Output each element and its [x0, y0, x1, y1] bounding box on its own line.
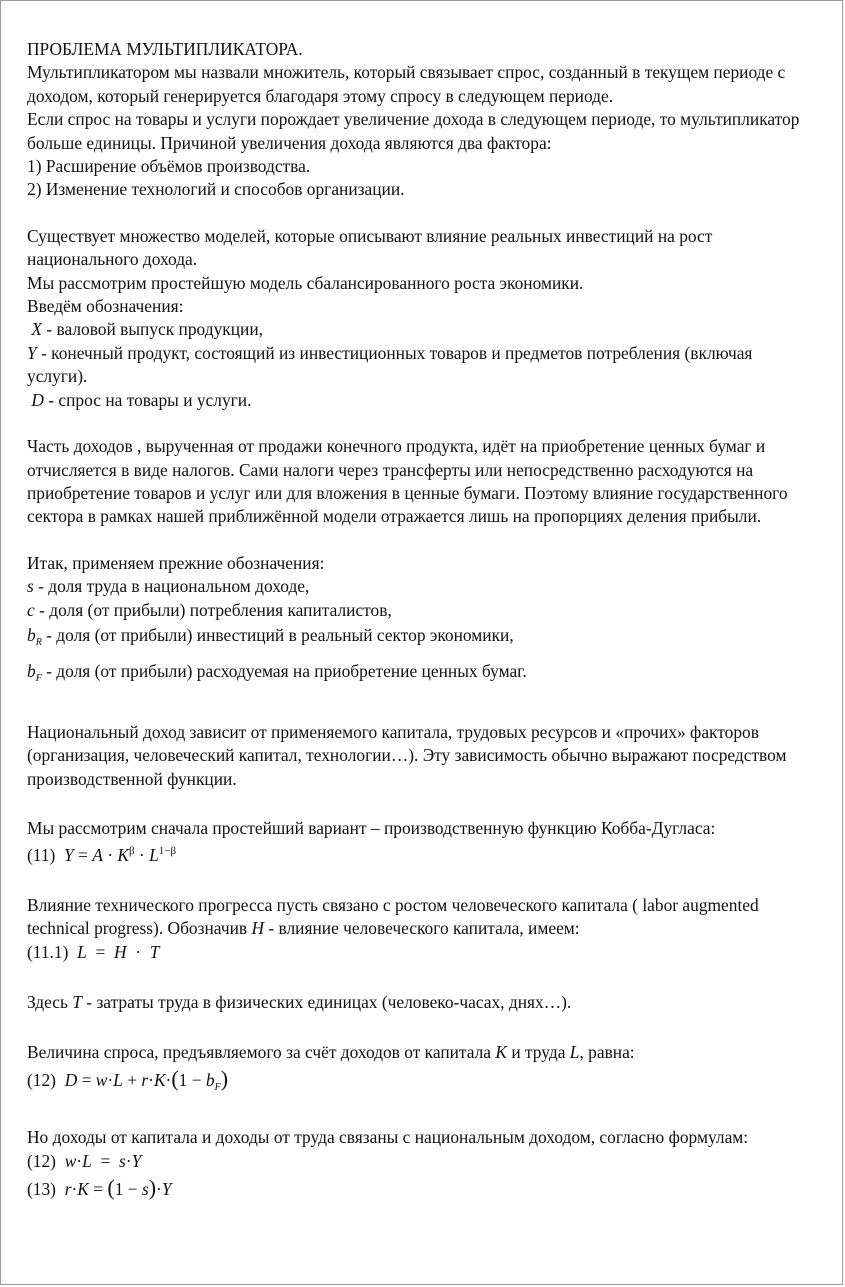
formula-bracket: ): [220, 1065, 229, 1091]
formula-operator: =: [73, 845, 93, 866]
paragraph-text: и труда: [506, 1042, 570, 1063]
formula-11: [27, 840, 807, 867]
symbol: X: [31, 319, 42, 340]
paragraph: Мы рассмотрим простейшую модель сбалансированного роста экономики.: [27, 272, 584, 293]
definition-item: [27, 599, 807, 622]
symbol: D: [31, 389, 44, 410]
formula-symbol: L: [82, 1150, 92, 1171]
formula-label: (11.1): [27, 941, 69, 962]
symbol: H: [251, 918, 264, 939]
formula-operator: ·: [71, 1179, 78, 1200]
formula-operator: =: [88, 1179, 108, 1200]
formula-operator: ·: [134, 845, 150, 866]
formula-12: [27, 1067, 807, 1099]
formula-13: [27, 1176, 807, 1201]
formula-symbol: T: [149, 941, 160, 962]
paragraph: Если спрос на товары и услуги порождает увеличение дохода в следующем периоде, то мультипликатор больше единицы. Причиной увеличения дохода являются два фактора:: [27, 109, 800, 153]
symbol: b: [27, 624, 36, 645]
symbol-subscript: F: [35, 673, 42, 685]
formula-symbol: A: [92, 845, 103, 866]
symbol: b: [27, 661, 36, 682]
symbol: T: [72, 992, 82, 1012]
paragraph-text: Здесь: [27, 992, 73, 1012]
paragraph-text: , равна:: [579, 1042, 635, 1063]
list-item: 1) Расширение объёмов производства.: [27, 156, 311, 177]
formula-operator: ·: [125, 1150, 132, 1171]
formula-symbol: K: [153, 1069, 166, 1090]
formula-symbol: L: [149, 845, 159, 866]
definition-text: - доля (от прибыли) инвестиций в реальный сектор экономики,: [41, 624, 514, 645]
symbol: K: [495, 1042, 507, 1063]
definition-text: - валовой выпуск продукции,: [41, 319, 264, 340]
formula-symbol: H: [113, 941, 127, 962]
formula-operator: =: [91, 941, 110, 962]
formula-symbol: s: [119, 1150, 126, 1171]
paragraph-text: Величина спроса, предъявляемого за счёт доходов от капитала: [27, 1042, 496, 1063]
document-body: [27, 38, 807, 1201]
definition-item: [27, 318, 807, 341]
formula-label: (12): [27, 1069, 56, 1090]
formula-symbol: w: [64, 1150, 77, 1171]
formula-12b: [27, 1150, 807, 1173]
paragraph: Введём обозначения:: [27, 296, 184, 317]
formula-operator: −: [123, 1179, 142, 1200]
formula-operator: ·: [130, 941, 146, 962]
definition-item: [27, 389, 807, 412]
formula-operator: −: [187, 1069, 206, 1090]
paragraph: Часть доходов , вырученная от продажи конечного продукта, идёт на приобретение ценных бумаг и отчисляется в виде налогов. Сами налоги через трансферты или непосредственно расходуются на приобретение товаров и услуг или для вложения в ценные бумаги. Поэтому влияние государственного сектора в рамках нашей приближённой модели отражается лишь на пропорциях деления прибыли.: [27, 436, 788, 527]
formula-symbol: Y: [131, 1150, 142, 1171]
definition-item: [27, 660, 807, 690]
definition-text: - конечный продукт, состоящий из инвестиционных товаров и предметов потребления (включая услуги).: [27, 342, 753, 387]
formula-operator: ·: [148, 1069, 154, 1090]
formula-label: (11): [27, 845, 56, 866]
formula-symbol: L: [113, 1069, 123, 1090]
formula-symbol: D: [64, 1069, 78, 1090]
formula-operator: ·: [107, 1069, 114, 1090]
paragraph: Мы рассмотрим сначала простейший вариант – производственную функцию Кобба-Дугласа:: [27, 817, 716, 838]
paragraph: Но доходы от капитала и доходы от труда связаны с национальным доходом, согласно формулам:: [27, 1127, 749, 1148]
formula-symbol: r: [64, 1179, 72, 1200]
formula-number: 1: [114, 1179, 124, 1200]
paragraph: Итак, применяем прежние обозначения:: [27, 552, 325, 573]
formula-label: (13): [27, 1179, 56, 1200]
formula-symbol: K: [117, 845, 129, 866]
formula-subscript: F: [214, 1081, 221, 1093]
formula-symbol: s: [141, 1179, 149, 1200]
formula-symbol: K: [77, 1179, 89, 1200]
paragraph-text: - влияние человеческого капитала, имеем:: [264, 918, 580, 939]
formula-operator: =: [96, 1150, 115, 1171]
formula-11-1: [27, 941, 807, 964]
paragraph-text: - затраты труда в физических единицах (человеко-часах, днях…).: [81, 992, 572, 1012]
formula-operator: ·: [156, 1179, 162, 1200]
definition-text: - спрос на товары и услуги.: [43, 389, 252, 410]
formula-exponent: β: [128, 845, 135, 858]
paragraph-text: Влияние технического прогресса пусть связано с ростом человеческого капитала ( labor augmented technical progress). Обозначив: [27, 894, 759, 939]
formula-symbol: r: [141, 1069, 149, 1090]
symbol-subscript: R: [35, 636, 42, 648]
formula-symbol: Y: [161, 1179, 172, 1200]
symbol: Y: [27, 342, 37, 363]
formula-operator: ·: [102, 845, 118, 866]
list-item: 2) Изменение технологий и способов организации.: [27, 179, 405, 200]
formula-operator: ·: [165, 1069, 172, 1090]
formula-bracket: (: [171, 1065, 179, 1091]
paragraph: Мультипликатором мы назвали множитель, который связывает спрос, созданный в текущем периоде с доходом, который генерируется благодаря этому спросу в следующем периоде.: [27, 62, 786, 106]
formula-label: (12): [27, 1150, 56, 1171]
formula-bracket: ): [148, 1175, 157, 1201]
symbol: c: [27, 599, 35, 620]
formula-bracket: (: [107, 1175, 115, 1201]
definition-text: - доля (от прибыли) потребления капиталистов,: [34, 599, 392, 620]
symbol: L: [569, 1042, 580, 1063]
formula-exponent: 1−β: [158, 845, 177, 858]
formula-symbol: L: [77, 941, 87, 962]
formula-symbol: b: [205, 1069, 215, 1090]
definition-item: [27, 342, 807, 389]
paragraph: [27, 991, 807, 1014]
paragraph: [27, 894, 807, 941]
definition-item: [27, 575, 807, 598]
formula-operator: +: [122, 1069, 142, 1090]
paragraph: Национальный доход зависит от применяемого капитала, трудовых ресурсов и «прочих» факторов (организация, человеческий капитал, технологии…). Эту зависимость обычно выражают посредством производственной функции.: [27, 721, 787, 789]
definition-item: [27, 624, 807, 654]
symbol: s: [27, 576, 34, 597]
paragraph: [27, 1041, 807, 1064]
definition-text: - доля труда в национальном доходе,: [33, 576, 310, 597]
formula-operator: =: [77, 1069, 96, 1090]
formula-operator: ·: [76, 1150, 83, 1171]
formula-symbol: w: [95, 1069, 108, 1090]
paragraph: Существует множество моделей, которые описывают влияние реальных инвестиций на рост национального дохода.: [27, 225, 713, 270]
definition-text: - доля (от прибыли) расходуемая на приобретение ценных бумаг.: [41, 661, 527, 682]
formula-number: 1: [178, 1069, 188, 1090]
document-title: ПРОБЛЕМА МУЛЬТИПЛИКАТОРА.: [27, 39, 303, 59]
formula-symbol: Y: [64, 845, 74, 866]
